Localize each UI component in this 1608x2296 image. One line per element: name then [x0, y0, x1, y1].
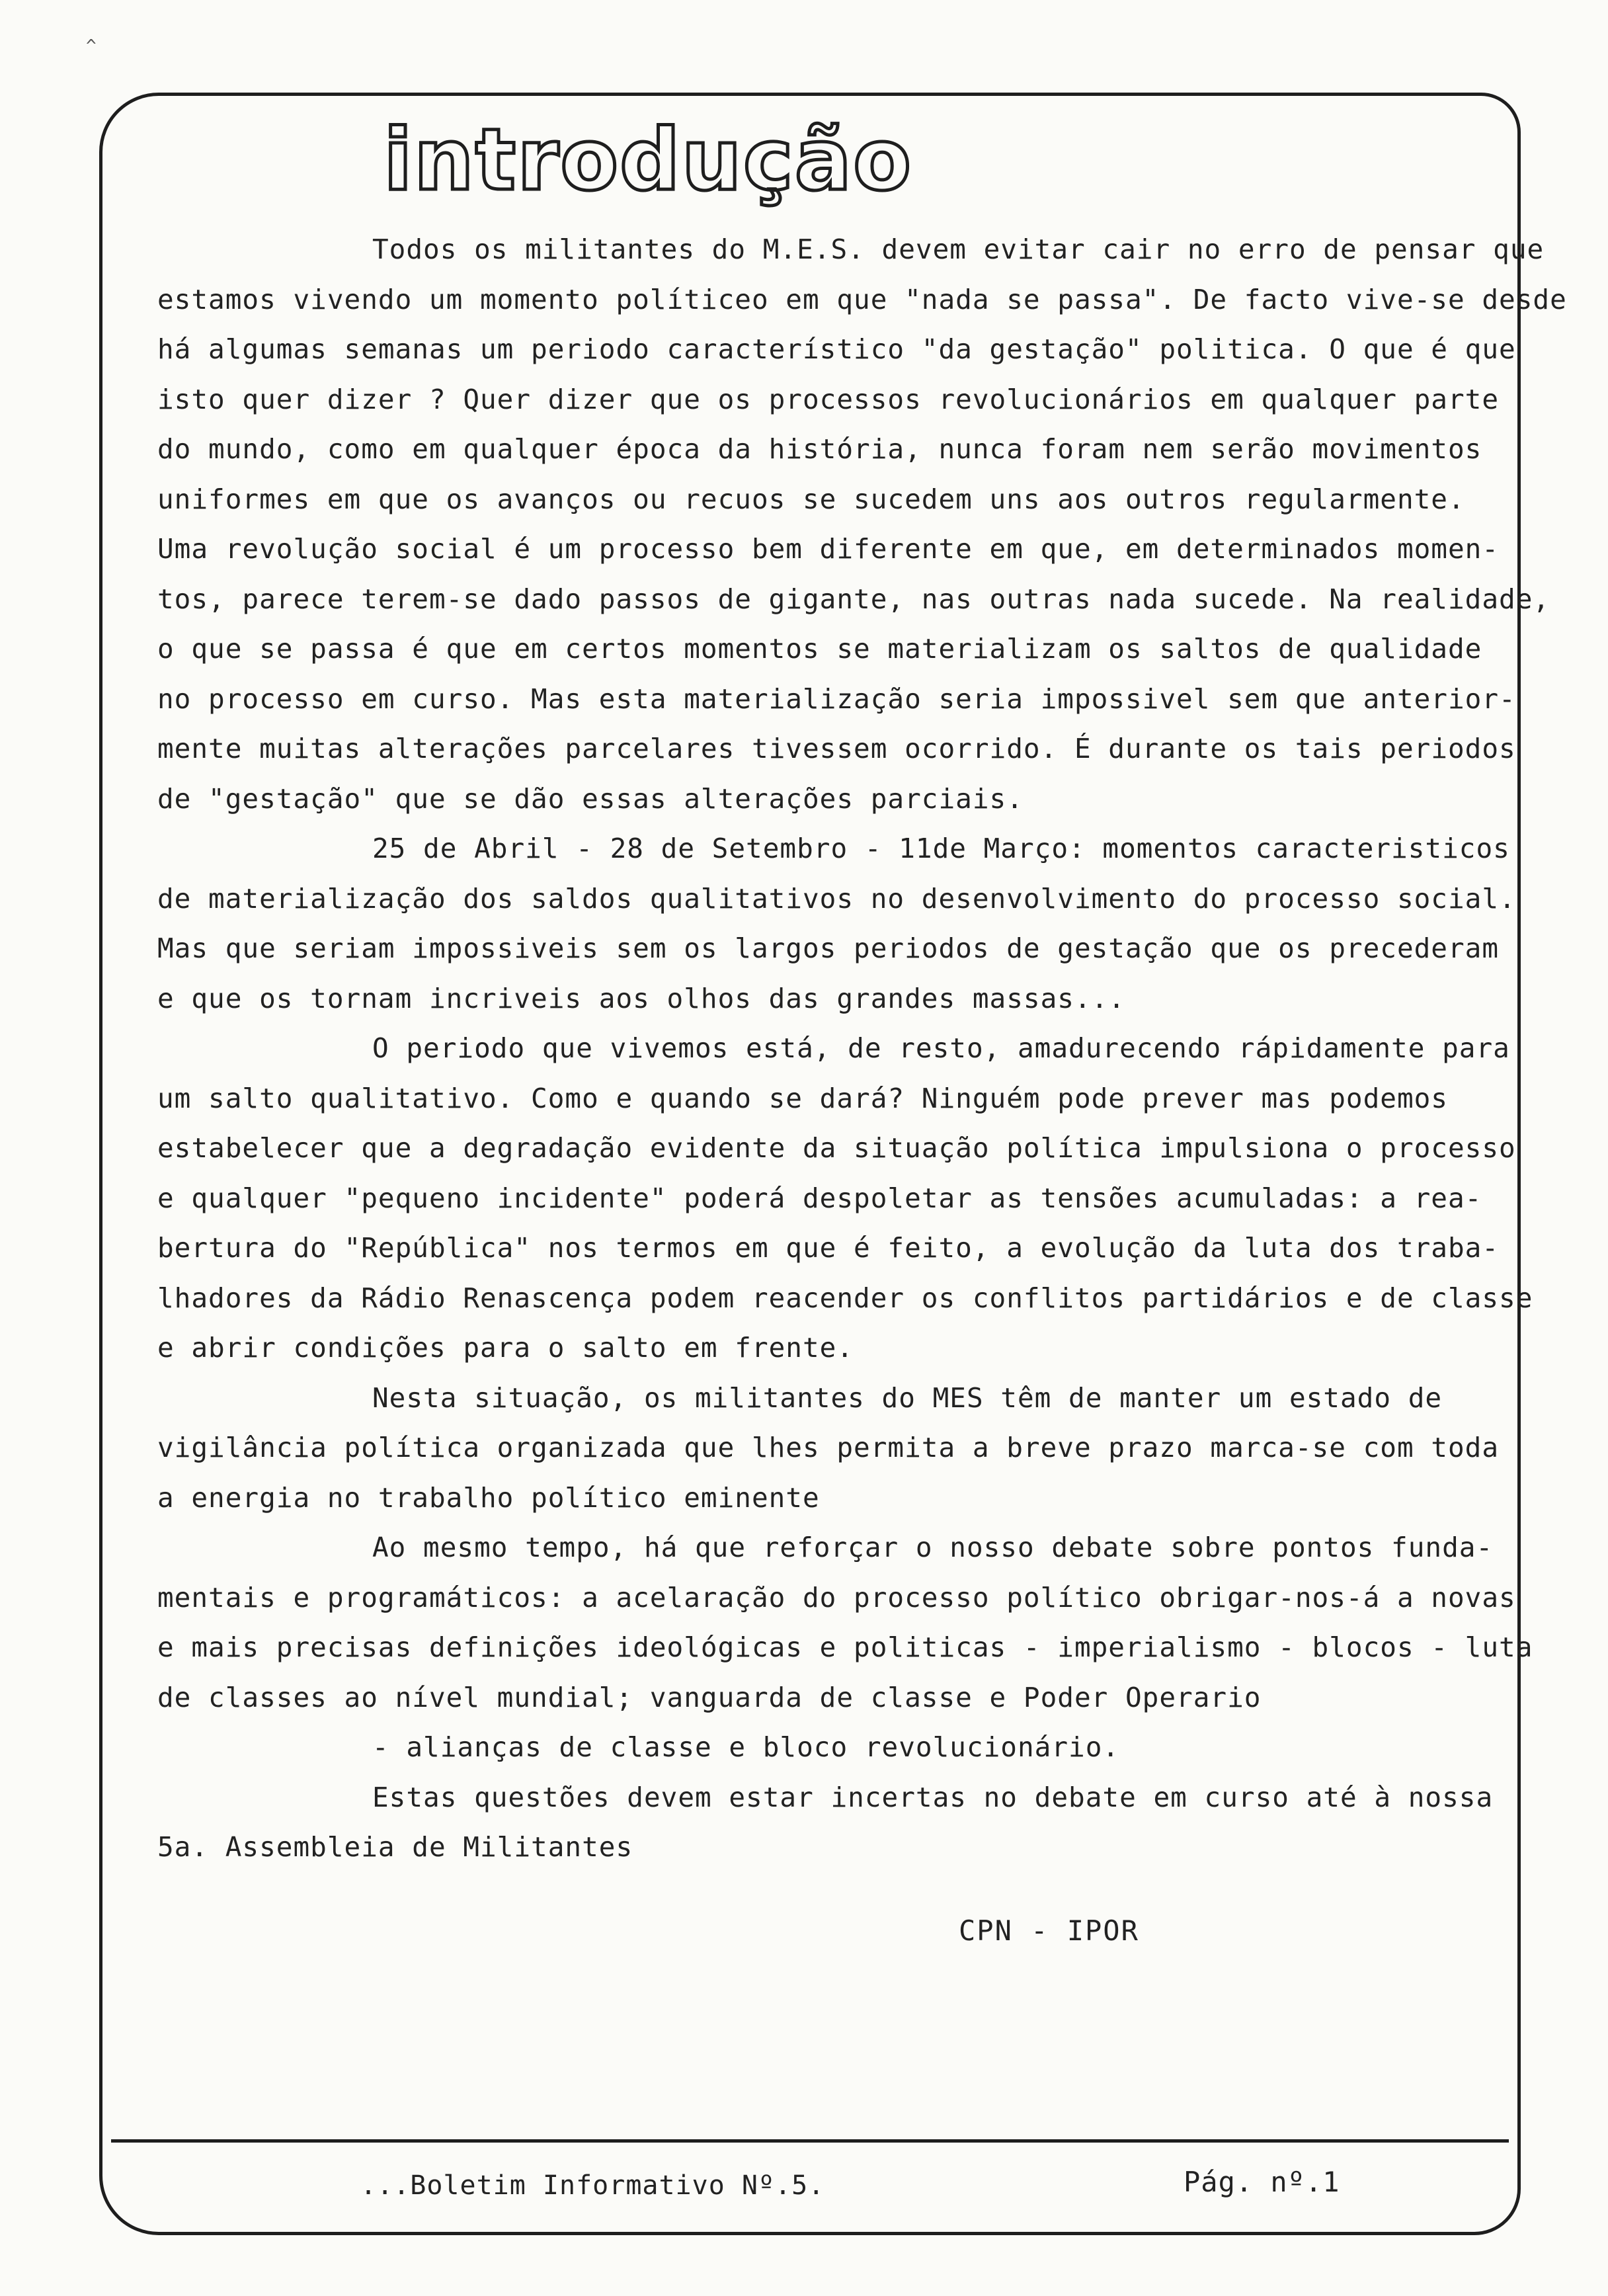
text-line: estamos vivendo um momento políticeo em que "nada se passa". De facto vive-se desde [157, 283, 1567, 315]
text-line: e abrir condições para o salto em frente. [157, 1332, 854, 1364]
text-line: há algumas semanas um periodo característico "da gestação" politica. O que é que [157, 333, 1516, 365]
body-text [157, 225, 1567, 1873]
text-line: 5a. Assembleia de Militantes [157, 1831, 633, 1863]
text-line: lhadores da Rádio Renascença podem reacender os conflitos partidários e de classe [157, 1282, 1533, 1314]
paragraph [157, 1773, 1493, 1873]
text-line: Estas questões devem estar incertas no debate em curso até à nossa [372, 1781, 1494, 1813]
text-line: de materialização dos saldos qualitativos no desenvolvimento do processo social. [157, 882, 1516, 915]
text-line: e que os tornam incriveis aos olhos das grandes massas... [157, 982, 1125, 1014]
text-line: bertura do "República" nos termos em que é feito, a evolução da luta dos traba- [157, 1232, 1500, 1264]
text-line: vigilância política organizada que lhes permita a breve prazo marca-se com toda [157, 1432, 1500, 1463]
text-line: o que se passa é que em certos momentos se materializam os saltos de qualidade [157, 633, 1482, 665]
signature: CPN - IPOR [959, 1914, 1139, 1947]
text-line: uniformes em que os avanços ou recuos se sucedem uns aos outros regularmente. [157, 483, 1465, 515]
text-line: mentais e programáticos: a acelaração do processo político obrigar-nos-á a novas [157, 1581, 1516, 1614]
text-line: 25 de Abril - 28 de Setembro - 11de Março: momentos caracteristicos [372, 833, 1510, 864]
text-line: e mais precisas definições ideológicas e politicas - imperialismo - blocos - luta [157, 1631, 1533, 1663]
text-line: e qualquer "pequeno incidente" poderá despoletar as tensões acumuladas: a rea- [157, 1182, 1482, 1214]
corner-mark: ^ [86, 36, 97, 56]
paragraph [157, 1024, 1533, 1374]
text-line: Ao mesmo tempo, há que reforçar o nosso debate sobre pontos funda- [372, 1532, 1494, 1563]
text-line: de "gestação" que se dão essas alterações parciais. [157, 782, 1024, 815]
text-line: Uma revolução social é um processo bem diferente em que, em determinados momen- [157, 533, 1500, 565]
text-line: no processo em curso. Mas esta materialização seria impossivel sem que anterior- [157, 682, 1516, 715]
paragraph [157, 1523, 1533, 1773]
text-line: um salto qualitativo. Como e quando se dará? Ninguém pode prever mas podemos [157, 1082, 1448, 1114]
text-line: Nesta situação, os militantes do MES têm de manter um estado de [372, 1381, 1443, 1414]
text-line: tos, parece terem-se dado passos de gigante, nas outras nada sucede. Na realidade, [157, 583, 1550, 615]
text-line: a energia no trabalho político eminente [157, 1481, 820, 1514]
paragraph [157, 1374, 1500, 1524]
page-title: introdução [383, 111, 913, 210]
text-line: estabelecer que a degradação evidente da situação política impulsiona o processo [157, 1132, 1516, 1164]
paragraph [157, 824, 1516, 1024]
text-line: isto quer dizer ? Quer dizer que os processos revolucionários em qualquer parte [157, 383, 1500, 415]
text-line: Todos os militantes do M.E.S. devem evitar cair no erro de pensar que [372, 233, 1545, 265]
footer-page-number: Pág. nº.1 [1184, 2166, 1340, 2198]
footer-rule [111, 2139, 1509, 2143]
text-line: O periodo que vivemos está, de resto, amadurecendo rápidamente para [372, 1032, 1510, 1064]
text-line: mente muitas alterações parcelares tivessem ocorrido. É durante os tais periodos [157, 733, 1516, 764]
text-line: de classes ao nível mundial; vanguarda de classe e Poder Operario [157, 1681, 1262, 1713]
footer-publication: ...Boletim Informativo Nº.5. [360, 2170, 825, 2201]
paragraph [157, 225, 1567, 824]
text-line: Mas que seriam impossiveis sem os largos periodos de gestação que os precederam [157, 932, 1500, 964]
text-line: do mundo, como em qualquer época da história, nunca foram nem serão movimentos [157, 433, 1482, 465]
text-line: - alianças de classe e bloco revolucionário. [372, 1731, 1120, 1763]
